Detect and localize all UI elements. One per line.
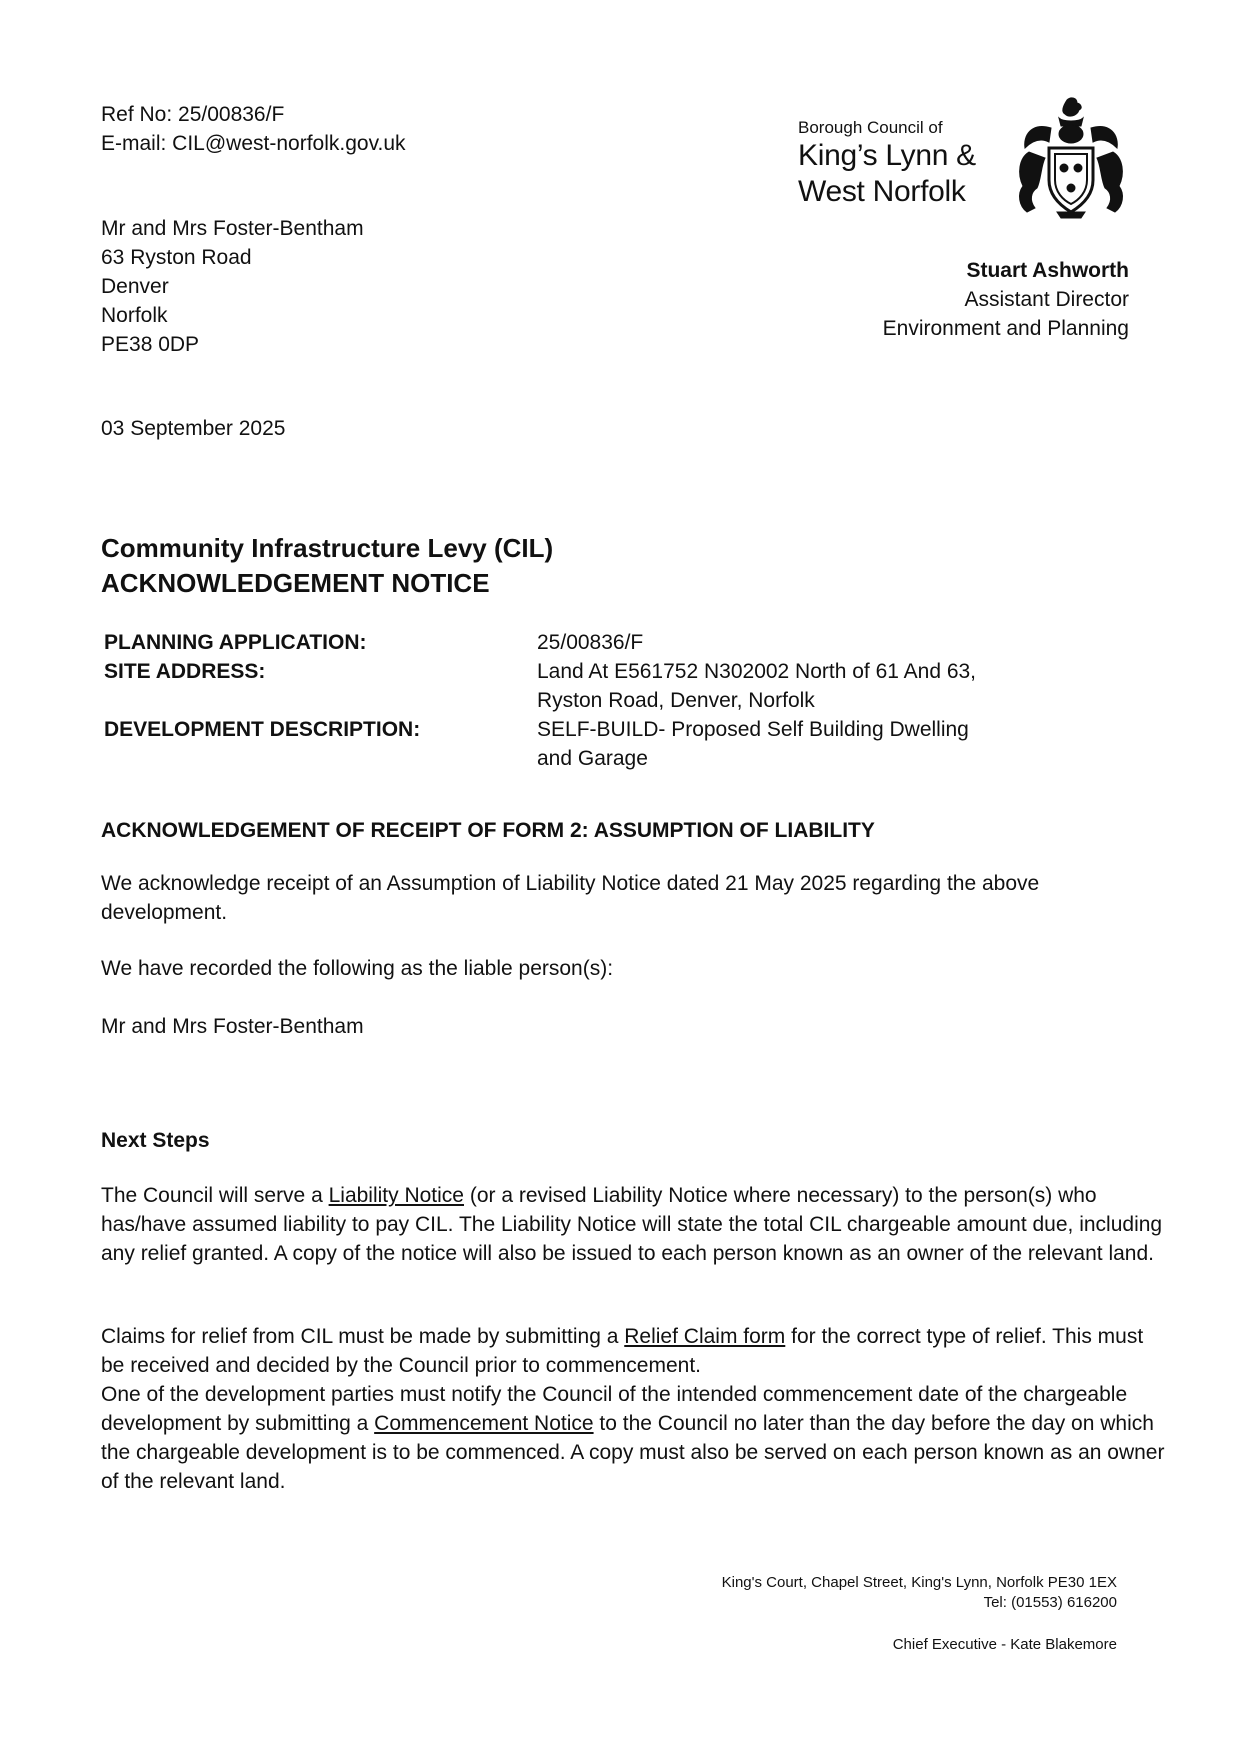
paragraph-text: Claims for relief from CIL must be made by submitting a: [101, 1325, 625, 1348]
reference-block: [101, 100, 406, 158]
development-description-row: [104, 715, 1057, 773]
address-line: Mr and Mrs Foster-Bentham: [101, 217, 364, 240]
next-steps-paragraph-3: [101, 1380, 1171, 1496]
commencement-notice-link[interactable]: Commencement Notice: [374, 1412, 594, 1435]
address-line: 63 Ryston Road: [101, 246, 252, 269]
notice-title: [101, 531, 553, 601]
address-line: PE38 0DP: [101, 333, 200, 356]
director-name: Stuart Ashworth: [966, 259, 1129, 282]
site-address-value-1: Land At E561752 N302002 North of 61 And 63,: [537, 660, 977, 683]
letter-date: 03 September 2025: [101, 417, 286, 440]
footer-chief-executive: Chief Executive - Kate Blakemore: [892, 1636, 1117, 1653]
logo-line-1: King’s Lynn &: [798, 139, 976, 172]
contact-email: E-mail: CIL@west-norfolk.gov.uk: [101, 132, 406, 155]
planning-application-row: [104, 628, 1057, 657]
acknowledgement-body: We acknowledge receipt of an Assumption of Liability Notice dated 21 May 2025 regarding the above development.: [101, 872, 1040, 924]
footer-address: King's Court, Chapel Street, King's Lynn, Norfolk PE30 1EX: [721, 1574, 1117, 1591]
liable-person-name: Mr and Mrs Foster-Bentham: [101, 1015, 364, 1038]
site-address-label: SITE ADDRESS:: [104, 660, 266, 683]
logo-small-text: Borough Council of: [798, 118, 943, 137]
footer-address-block: [722, 1573, 1117, 1613]
next-steps-paragraph-2: [101, 1322, 1171, 1380]
director-title: Assistant Director: [964, 288, 1129, 311]
planning-application-label: PLANNING APPLICATION:: [104, 631, 367, 654]
signatory-block: [883, 256, 1129, 343]
acknowledgement-heading: ACKNOWLEDGEMENT OF RECEIPT OF FORM 2: ASSUMPTION OF LIABILITY: [101, 819, 875, 842]
planning-application-value: 25/00836/F: [537, 631, 644, 654]
address-line: Denver: [101, 275, 169, 298]
borough-crest-icon: [1011, 96, 1131, 220]
next-steps-paragraph-1: [101, 1181, 1171, 1268]
address-line: Norfolk: [101, 304, 168, 327]
liability-notice-link[interactable]: Liability Notice: [328, 1184, 464, 1207]
relief-claim-form-link[interactable]: Relief Claim form: [624, 1325, 786, 1348]
footer-telephone: Tel: (01553) 616200: [983, 1594, 1117, 1611]
paragraph-text: (or a revised Liability Notice where necessary) to the person(s) who has/have assumed liability to pay CIL. The Liability Notice will state the total CIL chargeable amount due, including any relief granted. A copy of the notice will also be issued to each person known as an owner of the relevant land.: [101, 1184, 1163, 1265]
paragraph-text: for the correct type of relief. This must be received and decided by the Council prior to commencement.: [101, 1325, 1144, 1377]
development-description-value-1: SELF-BUILD- Proposed Self Building Dwelling: [537, 718, 969, 741]
council-logo: [798, 96, 1138, 226]
recipient-address: [101, 214, 364, 359]
development-description-value-2: and Garage: [537, 747, 648, 770]
development-description-label: DEVELOPMENT DESCRIPTION:: [104, 718, 421, 741]
next-steps-heading: Next Steps: [101, 1129, 210, 1152]
paragraph-text: The Council will serve a: [101, 1184, 329, 1207]
paragraph-text: One of the development parties must notify the Council of the intended commencement date of the chargeable development by submitting a: [101, 1383, 1128, 1435]
site-address-value-2: Ryston Road, Denver, Norfolk: [537, 689, 815, 712]
title-line-1: Community Infrastructure Levy (CIL): [101, 533, 554, 563]
logo-line-2: West Norfolk: [798, 175, 966, 208]
application-details: [104, 628, 1057, 773]
ref-number: Ref No: 25/00836/F: [101, 103, 285, 126]
title-line-2: ACKNOWLEDGEMENT NOTICE: [101, 568, 490, 598]
director-department: Environment and Planning: [882, 317, 1129, 340]
liable-persons-intro: We have recorded the following as the liable person(s):: [101, 957, 614, 980]
paragraph-text: to the Council no later than the day before the day on which the chargeable development is to be commenced. A copy must also be served on each person known as an owner of the relevant land.: [101, 1412, 1165, 1493]
site-address-row: [104, 657, 1057, 715]
